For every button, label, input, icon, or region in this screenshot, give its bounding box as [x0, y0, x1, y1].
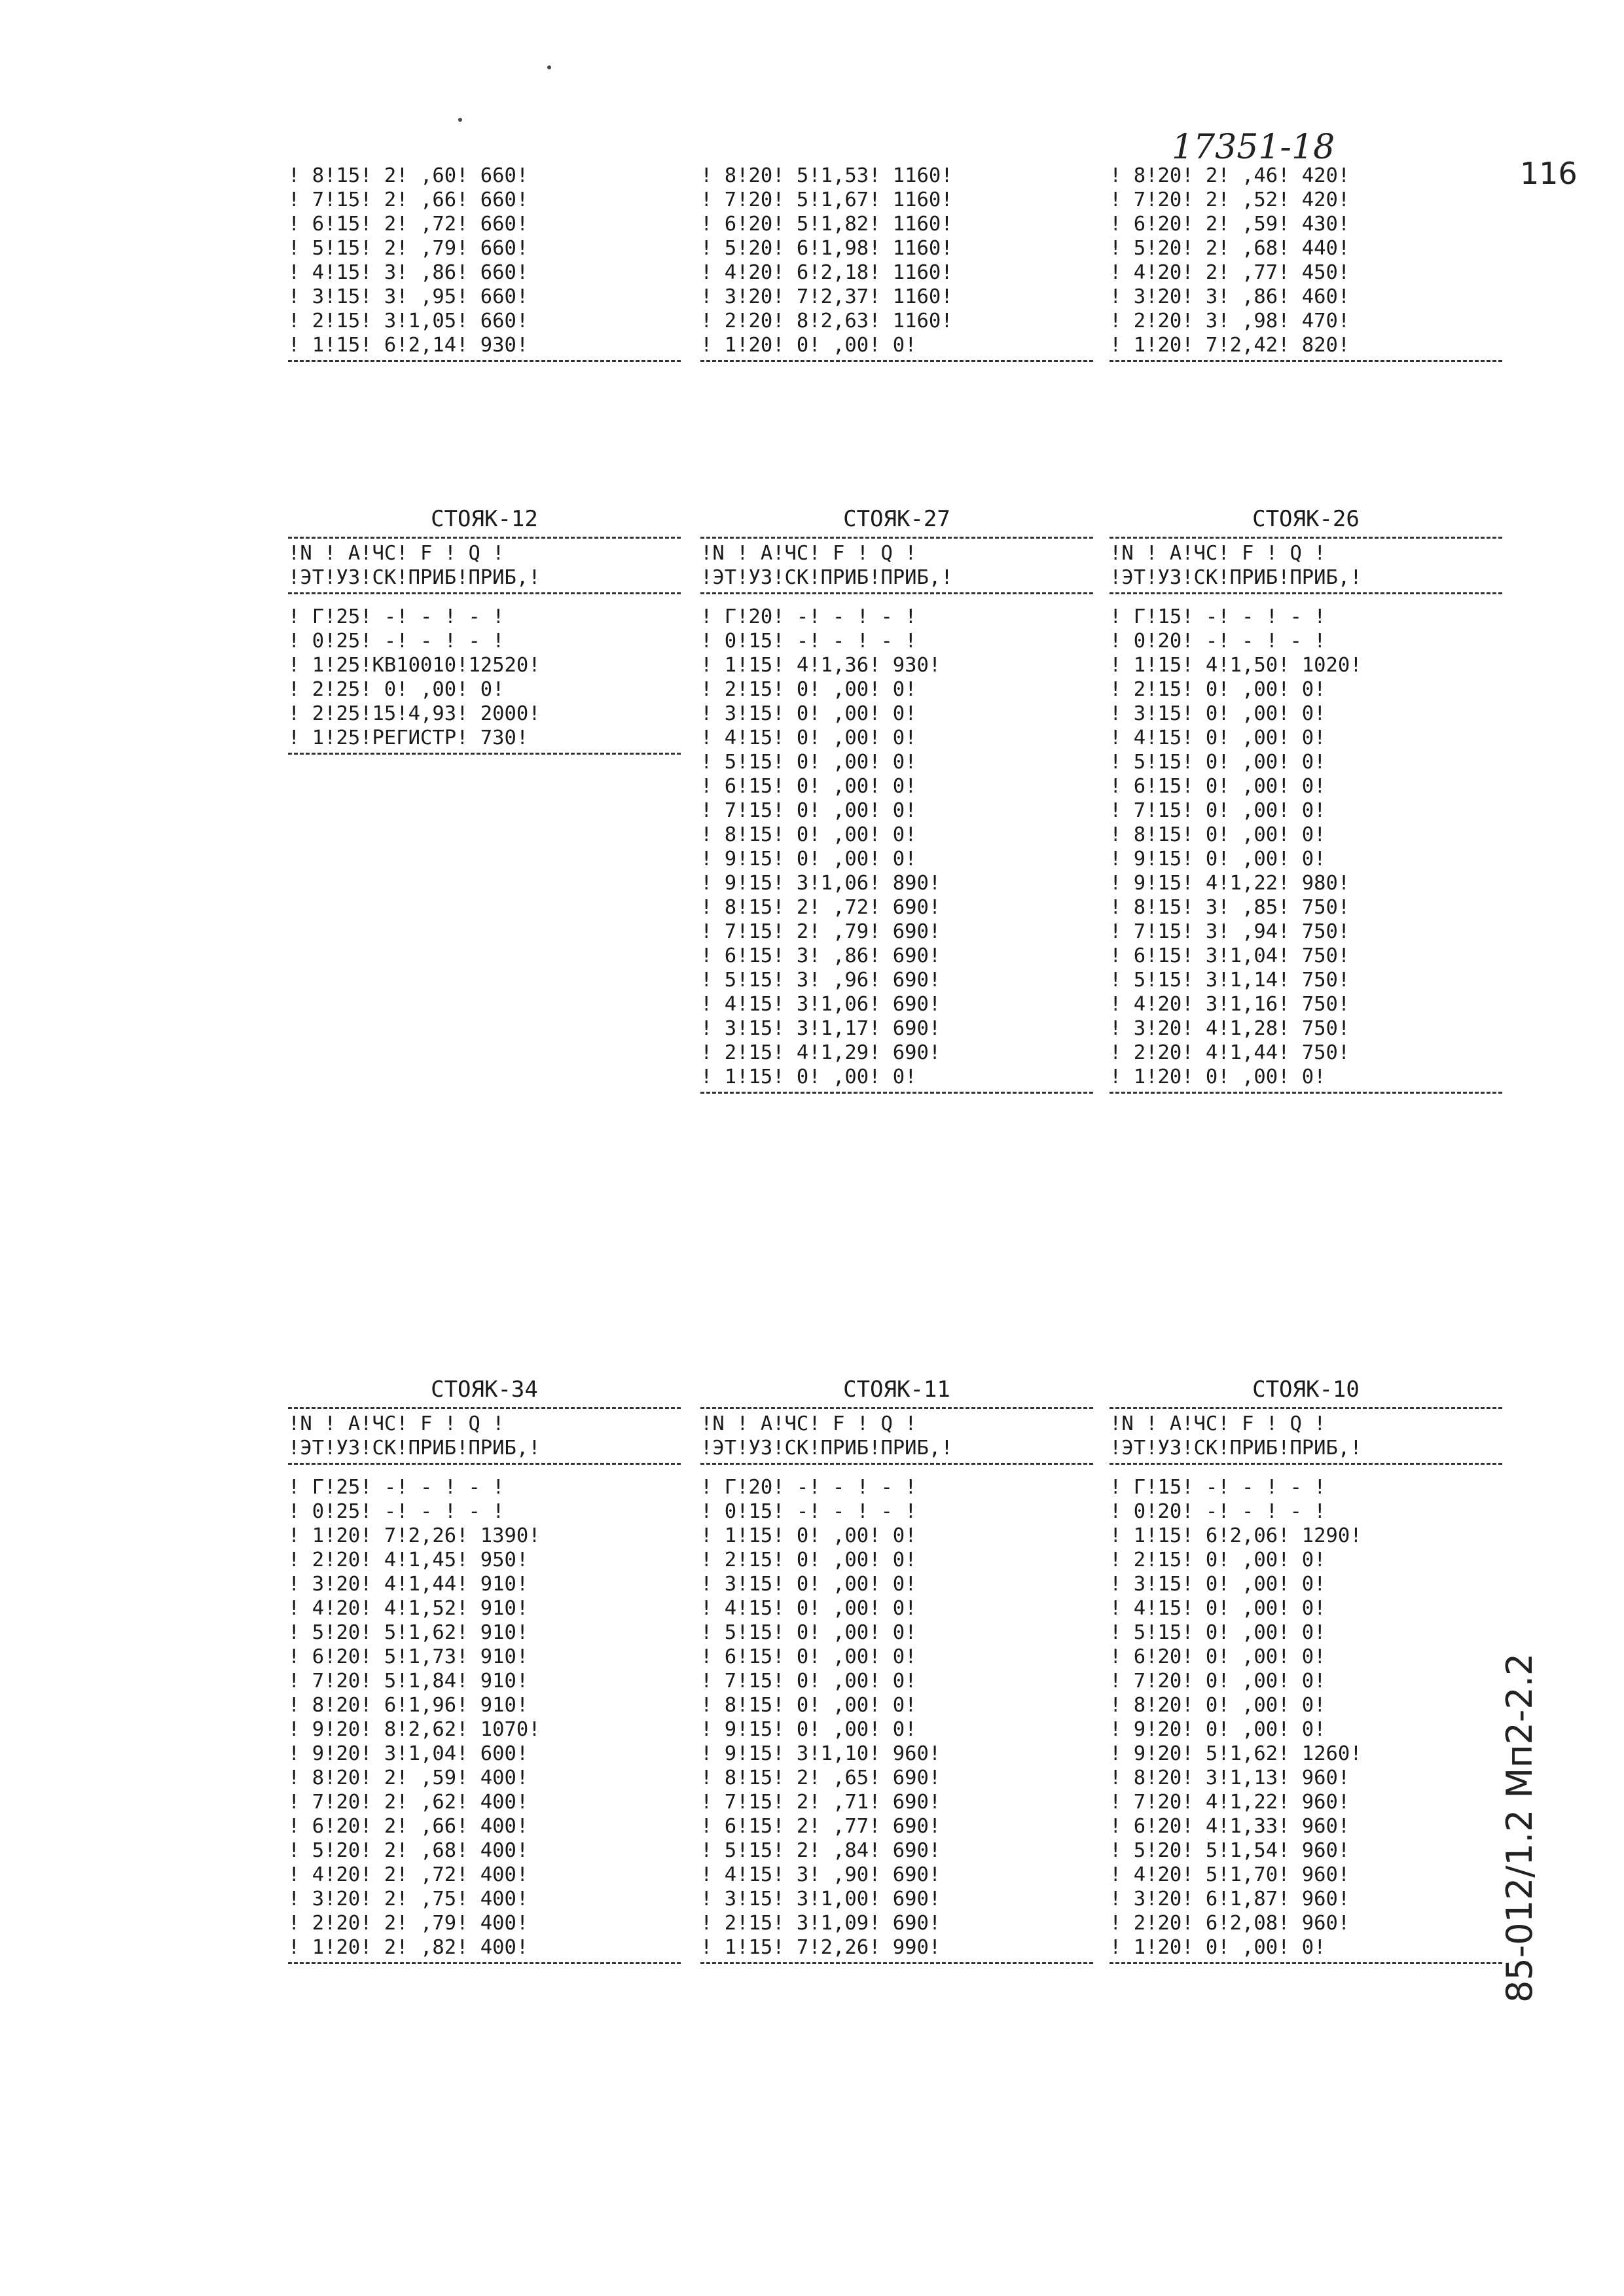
table-row: ! 7!20! 2! ,52! 420!	[1110, 188, 1350, 211]
table-row: ! 5!20! 6!1,98! 1160!	[700, 237, 953, 260]
table-row: ! 8!15! 2! ,60! 660!	[288, 164, 529, 187]
table-row: ! 1!20! 0! ,00! 0!	[1110, 1936, 1326, 1959]
table-row: ! 4!20! 5!1,70! 960!	[1110, 1863, 1350, 1886]
table-row: ! 8!20! 2! ,46! 420!	[1110, 164, 1350, 187]
table-row: ! 9!15! 0! ,00! 0!	[700, 1718, 917, 1741]
table-row: ! 2!20! 6!2,08! 960!	[1110, 1912, 1350, 1935]
spacer	[288, 597, 681, 605]
table-row: ! 1!15! 6!2,06! 1290!	[1110, 1524, 1362, 1547]
table-row: ! 6!15! 3!1,04! 750!	[1110, 944, 1350, 967]
table-title: СТОЯК-11	[843, 1376, 950, 1403]
data-table	[700, 504, 1093, 1096]
table-row: ! 4!20! 2! ,77! 450!	[1110, 261, 1350, 284]
table-title: СТОЯК-10	[1252, 1376, 1360, 1403]
table-row: ! 6!20! 5!1,82! 1160!	[700, 213, 953, 236]
table-header: !N ! A!ЧС! F ! Q !	[1110, 542, 1326, 565]
table-rule	[1110, 1962, 1502, 1964]
table-rule	[1110, 537, 1502, 539]
table-row: ! 4!15! 0! ,00! 0!	[700, 1597, 917, 1620]
table-row: ! 5!15! 3!1,14! 750!	[1110, 969, 1350, 992]
table-rule	[288, 1463, 681, 1465]
table-rule	[288, 1962, 681, 1964]
table-rule	[1110, 1463, 1502, 1465]
table-row: ! 4!20! 2! ,72! 400!	[288, 1863, 529, 1886]
table-row: ! 6!20! 5!1,73! 910!	[288, 1645, 529, 1668]
table-row: ! 1!20! 7!2,26! 1390!	[288, 1524, 541, 1547]
table-row: ! 3!15! 0! ,00! 0!	[1110, 702, 1326, 725]
table-row: ! 4!15! 0! ,00! 0!	[700, 726, 917, 749]
table-row: ! 9!15! 3!1,06! 890!	[700, 872, 941, 895]
table-row: ! 2!20! 4!1,45! 950!	[288, 1549, 529, 1571]
table-row: ! 7!15! 3! ,94! 750!	[1110, 920, 1350, 943]
table-row: ! 7!20! 2! ,62! 400!	[288, 1791, 529, 1814]
table-row: ! 4!20! 3!1,16! 750!	[1110, 993, 1350, 1016]
table-row: ! 1!25!КВ10010!12520!	[288, 654, 541, 677]
data-table	[1110, 164, 1502, 365]
table-row: ! 7!15! 0! ,00! 0!	[700, 1670, 917, 1693]
table-row: ! 3!20! 7!2,37! 1160!	[700, 285, 953, 308]
table-row: ! 6!20! 2! ,59! 430!	[1110, 213, 1350, 236]
table-row: ! 7!15! 2! ,71! 690!	[700, 1791, 941, 1814]
table-row: ! 3!20! 3! ,86! 460!	[1110, 285, 1350, 308]
table-row: ! 3!15! 0! ,00! 0!	[1110, 1573, 1326, 1596]
table-row: ! 7!20! 5!1,84! 910!	[288, 1670, 529, 1693]
table-row: ! 0!25! -! - ! - !	[288, 1500, 505, 1523]
table-row: ! 0!20! -! - ! - !	[1110, 1500, 1326, 1523]
table-row: ! 8!15! 2! ,72! 690!	[700, 896, 941, 919]
table-row: ! Г!20! -! - ! - !	[700, 1476, 917, 1499]
table-rule	[288, 537, 681, 539]
table-row: ! 6!15! 2! ,72! 660!	[288, 213, 529, 236]
table-header: !N ! A!ЧС! F ! Q !	[1110, 1412, 1326, 1435]
table-row: ! Г!15! -! - ! - !	[1110, 605, 1326, 628]
table-row: ! 5!15! 3! ,96! 690!	[700, 969, 941, 992]
table-row: ! 1!25!РЕГИСТР! 730!	[288, 726, 529, 749]
table-row: ! 9!20! 3!1,04! 600!	[288, 1742, 529, 1765]
table-rule	[700, 537, 1093, 539]
table-row: ! 2!15! 0! ,00! 0!	[700, 1549, 917, 1571]
table-row: ! 4!15! 3! ,90! 690!	[700, 1863, 941, 1886]
table-row: ! 9!20! 0! ,00! 0!	[1110, 1718, 1326, 1741]
table-row: ! 7!15! 2! ,79! 690!	[700, 920, 941, 943]
table-header: !ЭТ!УЗ!СК!ПРИБ!ПРИБ,!	[288, 1437, 541, 1460]
table-row: ! 1!15! 6!2,14! 930!	[288, 334, 529, 357]
table-row: ! 8!15! 2! ,65! 690!	[700, 1767, 941, 1789]
table-rule	[700, 1962, 1093, 1964]
table-row: ! 9!15! 4!1,22! 980!	[1110, 872, 1350, 895]
table-header: !N ! A!ЧС! F ! Q !	[288, 542, 505, 565]
table-rule	[700, 1092, 1093, 1094]
spacer	[1110, 597, 1502, 605]
table-rule	[700, 592, 1093, 594]
table-row: ! 8!20! 3!1,13! 960!	[1110, 1767, 1350, 1789]
table-title: СТОЯК-12	[431, 506, 538, 532]
table-rule	[288, 360, 681, 362]
spacer	[1110, 1467, 1502, 1475]
table-row: ! 5!20! 5!1,54! 960!	[1110, 1839, 1350, 1862]
table-rule	[1110, 1092, 1502, 1094]
table-row: ! Г!25! -! - ! - !	[288, 605, 505, 628]
table-header: !ЭТ!УЗ!СК!ПРИБ!ПРИБ,!	[288, 566, 541, 589]
table-row: ! 2!15! 3!1,05! 660!	[288, 310, 529, 332]
table-rule	[288, 1407, 681, 1409]
data-table	[700, 1374, 1093, 1967]
data-table	[288, 164, 681, 365]
table-row: ! 5!20! 5!1,62! 910!	[288, 1621, 529, 1644]
table-row: ! 0!15! -! - ! - !	[700, 1500, 917, 1523]
table-row: ! 8!15! 0! ,00! 0!	[700, 823, 917, 846]
table-rule	[1110, 360, 1502, 362]
table-row: ! 3!15! 0! ,00! 0!	[700, 1573, 917, 1596]
table-header: !ЭТ!УЗ!СК!ПРИБ!ПРИБ,!	[700, 1437, 953, 1460]
table-header: !N ! A!ЧС! F ! Q !	[288, 1412, 505, 1435]
table-title: СТОЯК-27	[843, 506, 950, 532]
table-row: ! 6!15! 0! ,00! 0!	[1110, 775, 1326, 798]
table-row: ! 2!25!15!4,93! 2000!	[288, 702, 541, 725]
table-row: ! 8!20! 0! ,00! 0!	[1110, 1694, 1326, 1717]
table-header: !ЭТ!УЗ!СК!ПРИБ!ПРИБ,!	[1110, 566, 1362, 589]
table-row: ! 0!20! -! - ! - !	[1110, 630, 1326, 653]
table-row: ! 8!15! 3! ,85! 750!	[1110, 896, 1350, 919]
table-row: ! 0!15! -! - ! - !	[700, 630, 917, 653]
table-row: ! 3!15! 3!1,17! 690!	[700, 1017, 941, 1040]
document-code: 85-012/1.2 Мп2-2.2	[1499, 1653, 1540, 2003]
table-row: ! 7!20! 0! ,00! 0!	[1110, 1670, 1326, 1693]
table-header: !ЭТ!УЗ!СК!ПРИБ!ПРИБ,!	[700, 566, 953, 589]
table-rule	[1110, 1407, 1502, 1409]
table-row: ! 8!15! 0! ,00! 0!	[1110, 823, 1326, 846]
table-row: ! 1!15! 0! ,00! 0!	[700, 1524, 917, 1547]
table-row: ! 3!15! 3!1,00! 690!	[700, 1888, 941, 1910]
table-row: ! 2!15! 3!1,09! 690!	[700, 1912, 941, 1935]
table-row: ! 1!20! 2! ,82! 400!	[288, 1936, 529, 1959]
table-row: ! 2!20! 4!1,44! 750!	[1110, 1041, 1350, 1064]
table-row: ! Г!15! -! - ! - !	[1110, 1476, 1326, 1499]
data-table	[288, 504, 681, 757]
table-row: ! 5!15! 0! ,00! 0!	[700, 751, 917, 774]
table-row: ! 8!20! 2! ,59! 400!	[288, 1767, 529, 1789]
table-row: ! 9!15! 0! ,00! 0!	[1110, 848, 1326, 870]
table-row: ! 8!20! 6!1,96! 910!	[288, 1694, 529, 1717]
table-row: ! 1!15! 0! ,00! 0!	[700, 1066, 917, 1088]
table-row: ! 9!15! 0! ,00! 0!	[700, 848, 917, 870]
table-row: ! 8!20! 5!1,53! 1160!	[700, 164, 953, 187]
table-row: ! 2!20! 3! ,98! 470!	[1110, 310, 1350, 332]
table-row: ! 5!15! 2! ,79! 660!	[288, 237, 529, 260]
table-row: ! 6!15! 0! ,00! 0!	[700, 1645, 917, 1668]
table-row: ! 9!20! 8!2,62! 1070!	[288, 1718, 541, 1741]
data-table	[288, 1374, 681, 1967]
table-rule	[1110, 592, 1502, 594]
table-row: ! 3!20! 2! ,75! 400!	[288, 1888, 529, 1910]
table-row: ! 7!15! 0! ,00! 0!	[1110, 799, 1326, 822]
table-title: СТОЯК-34	[431, 1376, 538, 1403]
table-row: ! 5!15! 0! ,00! 0!	[1110, 1621, 1326, 1644]
table-row: ! 4!15! 0! ,00! 0!	[1110, 1597, 1326, 1620]
table-row: ! 2!15! 0! ,00! 0!	[700, 678, 917, 701]
table-row: ! 1!15! 4!1,50! 1020!	[1110, 654, 1362, 677]
data-table	[1110, 1374, 1502, 1967]
table-rule	[700, 1463, 1093, 1465]
table-row: ! 6!20! 2! ,66! 400!	[288, 1815, 529, 1838]
spacer	[700, 1467, 1093, 1475]
table-row: ! 2!15! 0! ,00! 0!	[1110, 1549, 1326, 1571]
table-row: ! 6!20! 4!1,33! 960!	[1110, 1815, 1350, 1838]
table-row: ! 3!20! 4!1,44! 910!	[288, 1573, 529, 1596]
table-row: ! 5!15! 0! ,00! 0!	[1110, 751, 1326, 774]
table-row: ! 4!15! 0! ,00! 0!	[1110, 726, 1326, 749]
table-row: ! 5!15! 0! ,00! 0!	[700, 1621, 917, 1644]
table-row: ! 5!20! 2! ,68! 400!	[288, 1839, 529, 1862]
table-row: ! 3!15! 3! ,95! 660!	[288, 285, 529, 308]
table-row: ! 7!20! 4!1,22! 960!	[1110, 1791, 1350, 1814]
table-row: ! 1!20! 0! ,00! 0!	[700, 334, 917, 357]
handwritten-reference: 17351-18	[1172, 128, 1335, 167]
table-header: !N ! A!ЧС! F ! Q !	[700, 1412, 917, 1435]
table-title: СТОЯК-26	[1252, 506, 1360, 532]
scan-speck	[458, 118, 462, 122]
table-row: ! 5!15! 2! ,84! 690!	[700, 1839, 941, 1862]
table-row: ! 7!15! 2! ,66! 660!	[288, 188, 529, 211]
table-row: ! 2!15! 4!1,29! 690!	[700, 1041, 941, 1064]
table-rule	[288, 592, 681, 594]
table-row: ! 9!15! 3!1,10! 960!	[700, 1742, 941, 1765]
table-row: ! 6!20! 0! ,00! 0!	[1110, 1645, 1326, 1668]
table-row: ! 8!15! 0! ,00! 0!	[700, 1694, 917, 1717]
table-row: ! 4!20! 6!2,18! 1160!	[700, 261, 953, 284]
table-row: ! 4!15! 3!1,06! 690!	[700, 993, 941, 1016]
table-row: ! 2!20! 8!2,63! 1160!	[700, 310, 953, 332]
scan-speck	[547, 65, 551, 69]
table-row: ! 6!15! 0! ,00! 0!	[700, 775, 917, 798]
table-row: ! 4!20! 4!1,52! 910!	[288, 1597, 529, 1620]
table-row: ! 2!15! 0! ,00! 0!	[1110, 678, 1326, 701]
table-header: !N ! A!ЧС! F ! Q !	[700, 542, 917, 565]
page-number: 116	[1520, 156, 1578, 191]
table-rule	[288, 753, 681, 755]
spacer	[288, 1467, 681, 1475]
spacer	[700, 597, 1093, 605]
table-header: !ЭТ!УЗ!СК!ПРИБ!ПРИБ,!	[1110, 1437, 1362, 1460]
data-table	[700, 164, 1093, 365]
table-row: ! 6!15! 2! ,77! 690!	[700, 1815, 941, 1838]
table-row: ! 0!25! -! - ! - !	[288, 630, 505, 653]
table-row: ! 1!20! 7!2,42! 820!	[1110, 334, 1350, 357]
table-row: ! 4!15! 3! ,86! 660!	[288, 261, 529, 284]
table-row: ! 3!20! 4!1,28! 750!	[1110, 1017, 1350, 1040]
table-row: ! 9!20! 5!1,62! 1260!	[1110, 1742, 1362, 1765]
table-row: ! 7!15! 0! ,00! 0!	[700, 799, 917, 822]
table-row: ! 1!15! 4!1,36! 930!	[700, 654, 941, 677]
table-row: ! 6!15! 3! ,86! 690!	[700, 944, 941, 967]
table-row: ! 1!20! 0! ,00! 0!	[1110, 1066, 1326, 1088]
table-row: ! 7!20! 5!1,67! 1160!	[700, 188, 953, 211]
table-row: ! 5!20! 2! ,68! 440!	[1110, 237, 1350, 260]
table-row: ! 3!20! 6!1,87! 960!	[1110, 1888, 1350, 1910]
table-row: ! 2!25! 0! ,00! 0!	[288, 678, 505, 701]
table-row: ! Г!25! -! - ! - !	[288, 1476, 505, 1499]
table-row: ! 3!15! 0! ,00! 0!	[700, 702, 917, 725]
table-row: ! 1!15! 7!2,26! 990!	[700, 1936, 941, 1959]
table-row: ! Г!20! -! - ! - !	[700, 605, 917, 628]
data-table	[1110, 504, 1502, 1096]
table-row: ! 2!20! 2! ,79! 400!	[288, 1912, 529, 1935]
table-rule	[700, 360, 1093, 362]
table-rule	[700, 1407, 1093, 1409]
